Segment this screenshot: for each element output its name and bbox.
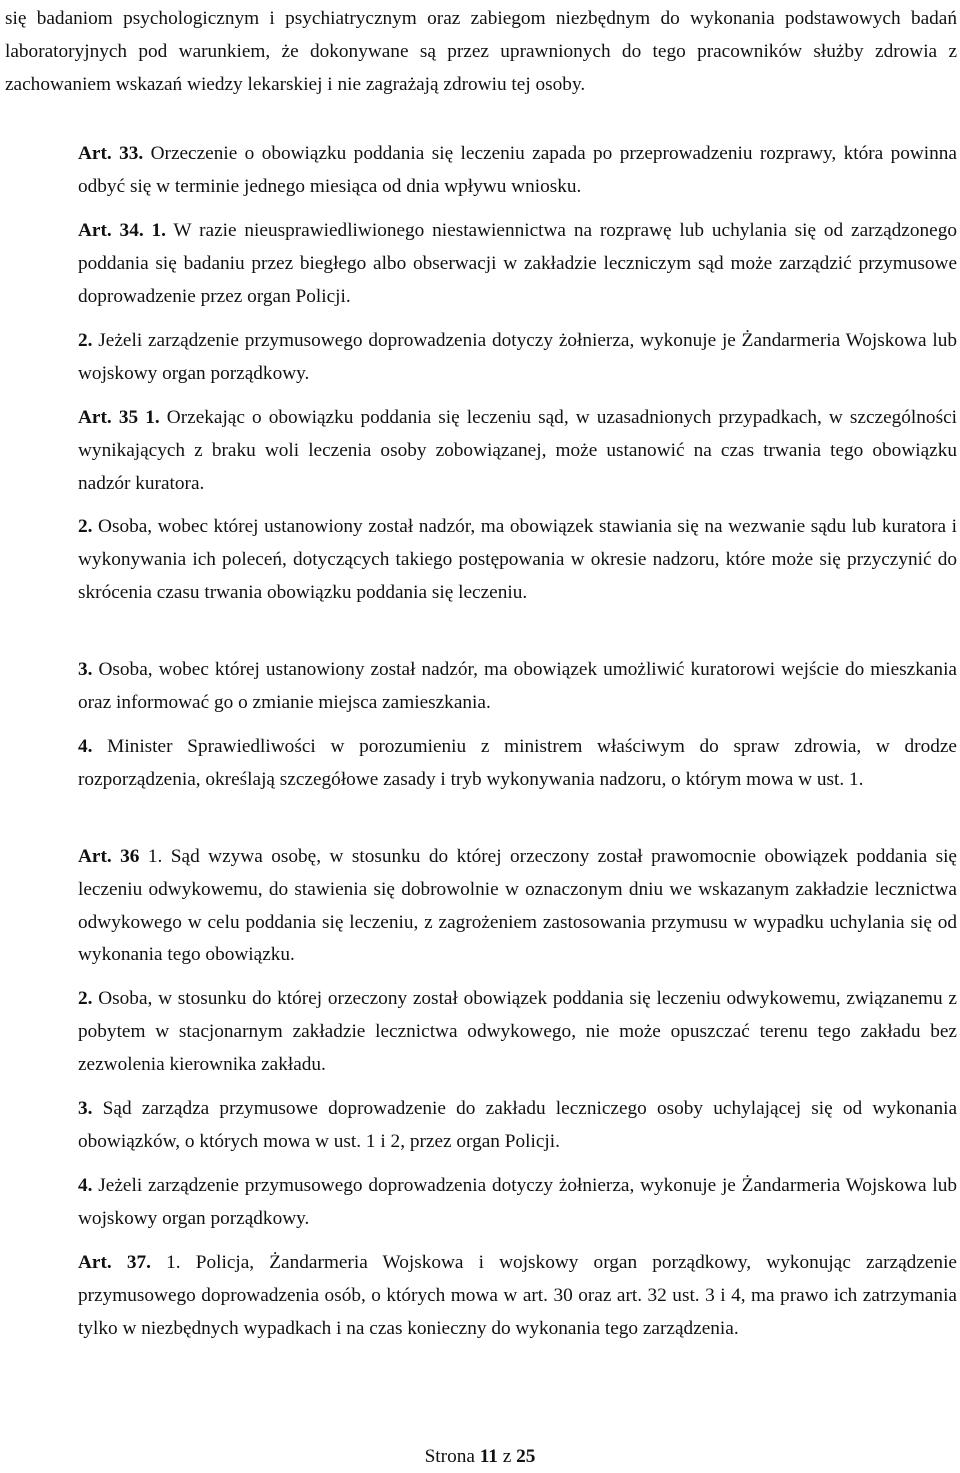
article-37-par-1 [5, 1247, 957, 1345]
paragraph-number: 4. [78, 736, 93, 757]
article-number: Art. 34. 1. [78, 220, 166, 241]
current-page-number: 11 [479, 1446, 498, 1467]
paragraph-text: Jeżeli zarządzenie przymusowego doprowadzenia dotyczy żołnierza, wykonuje je Żandarmeria Wojskowa lub wojskowy organ porządkowy. [78, 1175, 957, 1229]
paragraph-number: 2. [78, 330, 93, 351]
paragraph-text: się badaniom psychologicznym i psychiatrycznym oraz zabiegom niezbędnym do wykonania podstawowych badań laboratoryjnych pod warunkiem, że dokonywane są przez uprawnionych do tego pracowników służby zdrowia z zachowaniem wskazań wiedzy lekarskiej i nie zagrażają zdrowiu tej osoby. [5, 8, 957, 95]
paragraph-continuation [5, 3, 957, 101]
article-35-par-2 [5, 511, 957, 609]
paragraph-text: 1. Sąd wzywa osobę, w stosunku do której orzeczony został prawomocnie obowiązek poddania się leczeniu odwykowemu, do stawienia się dobrowolnie w oznaczonym dniu we wskazanym zakładzie lecznictwa odwykowego w celu poddania się leczeniu, z zagrożeniem zastosowania przymusu w wypadku uchylania się od wykonania tego obowiązku. [78, 846, 957, 966]
article-33 [5, 138, 957, 204]
paragraph-text: Minister Sprawiedliwości w porozumieniu z ministrem właściwym do spraw zdrowia, w drodze rozporządzenia, określają szczegółowe zasady i tryb wykonywania nadzoru, o którym mowa w ust. 1. [78, 736, 957, 790]
article-number: Art. 33. [78, 143, 144, 164]
article-36-par-3 [5, 1093, 957, 1159]
article-36-par-2 [5, 983, 957, 1081]
article-number: Art. 36 [78, 846, 140, 867]
paragraph-number: 3. [78, 1098, 93, 1119]
article-35-par-4 [5, 731, 957, 797]
paragraph-text: Orzeczenie o obowiązku poddania się leczeniu zapada po przeprowadzeniu rozprawy, która powinna odbyć się w terminie jednego miesiąca od dnia wpływu wniosku. [78, 143, 957, 197]
article-36-par-1 [5, 841, 957, 972]
article-number: Art. 37. [78, 1252, 151, 1273]
article-35-par-1 [5, 402, 957, 500]
paragraph-text: Sąd zarządza przymusowe doprowadzenie do zakładu leczniczego osoby uchylającej się od wykonania obowiązków, o których mowa w ust. 1 i 2, przez organ Policji. [78, 1098, 957, 1152]
total-pages: 25 [516, 1446, 536, 1467]
article-35-par-3 [5, 654, 957, 720]
article-34-par-1 [5, 215, 957, 313]
paragraph-text: Osoba, wobec której ustanowiony został nadzór, ma obowiązek umożliwić kuratorowi wejście do mieszkania oraz informować go o zmianie miejsca zamieszkania. [78, 659, 957, 713]
paragraph-number: 2. [78, 516, 93, 537]
page-footer [0, 1444, 960, 1470]
page-separator: z [497, 1446, 517, 1467]
article-number: Art. 35 1. [78, 407, 160, 428]
page-label: Strona [424, 1446, 480, 1467]
paragraph-text: 1. Policja, Żandarmeria Wojskowa i wojskowy organ porządkowy, wykonując zarządzenie przymusowego doprowadzenia osób, o których mowa w art. 30 oraz art. 32 ust. 3 i 4, ma prawo ich zatrzymania tylko w niezbędnych wypadkach i na czas konieczny do wykonania tego zarządzenia. [78, 1252, 957, 1339]
paragraph-text: Osoba, wobec której ustanowiony został nadzór, ma obowiązek stawiania się na wezwanie sądu lub kuratora i wykonywania ich poleceń, dotyczących takiego postępowania w okresie nadzoru, które może się przyczynić do skrócenia czasu trwania obowiązku poddania się leczeniu. [78, 516, 957, 603]
paragraph-text: Osoba, w stosunku do której orzeczony został obowiązek poddania się leczeniu odwykowemu, związanemu z pobytem w stacjonarnym zakładzie lecznictwa odwykowego, nie może opuszczać terenu tego zakładu bez zezwolenia kierownika zakładu. [78, 988, 957, 1075]
paragraph-number: 2. [78, 988, 93, 1009]
article-34-par-2 [5, 325, 957, 391]
paragraph-number: 4. [78, 1175, 93, 1196]
paragraph-text: Orzekając o obowiązku poddania się leczeniu sąd, w uzasadnionych przypadkach, w szczególności wynikających z braku woli leczenia osoby zobowiązanej, może ustanowić na czas trwania tego obowiązku nadzór kuratora. [78, 407, 957, 494]
paragraph-text: Jeżeli zarządzenie przymusowego doprowadzenia dotyczy żołnierza, wykonuje je Żandarmeria Wojskowa lub wojskowy organ porządkowy. [78, 330, 957, 384]
article-36-par-4 [5, 1170, 957, 1236]
paragraph-text: W razie nieusprawiedliwionego niestawiennictwa na rozprawę lub uchylania się od zarządzonego poddania się badaniu przez biegłego albo obserwacji w zakładzie leczniczym sąd może zarządzić przymusowe doprowadzenie przez organ Policji. [78, 220, 957, 307]
paragraph-number: 3. [78, 659, 93, 680]
